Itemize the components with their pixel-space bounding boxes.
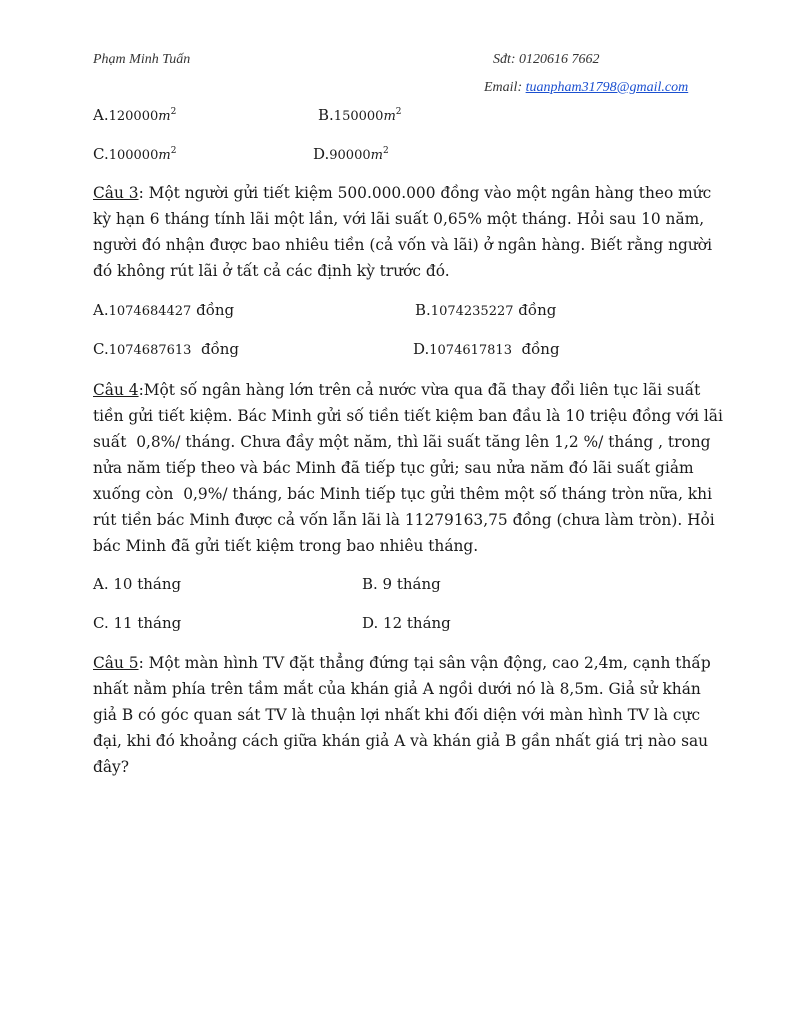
q4-text: :Một số ngân hàng lớn trên cả nước vừa qua đã thay đổi liên tục lãi suất: [138, 381, 701, 399]
option-unit: m: [158, 109, 171, 124]
q2-option-d: [313, 145, 389, 163]
option-unit: m: [383, 109, 396, 124]
q4-option-c: C. 11 tháng: [93, 614, 182, 632]
q4-option-d: D. 12 tháng: [362, 614, 451, 632]
q4-row: bác Minh đã gửi tiết kiệm trong bao nhiêu tháng.: [93, 537, 479, 555]
q4-row: tiền gửi tiết kiệm. Bác Minh gửi số tiền tiết kiệm ban đầu là 10 triệu đồng với lãi: [93, 407, 723, 425]
email-link[interactable]: tuanpham31798@gmail.com: [525, 80, 689, 95]
q4-row: nửa năm tiếp theo và bác Minh đã tiếp tục gửi; sau nửa năm đó lãi suất giảm: [93, 459, 694, 477]
option-unit: đồng: [191, 340, 240, 358]
q3-row: kỳ hạn 6 tháng tính lãi một lần, với lãi suất 0,65% một tháng. Hỏi sau 10 năm,: [93, 210, 705, 228]
option-label: B.: [415, 301, 431, 319]
q5-row: nhất nằm phía trên tầm mắt của khán giả A ngồi dưới nó là 8,5m. Giả sử khán: [93, 680, 701, 698]
q3-row: người đó nhận được bao nhiêu tiền (cả vốn và lãi) ở ngân hàng. Biết rằng người: [93, 236, 712, 254]
question-label: Câu 4: [93, 381, 139, 399]
option-unit: m: [158, 148, 171, 163]
option-unit: m: [370, 148, 383, 163]
q3-option-c: [93, 340, 239, 358]
question-5: [93, 650, 711, 780]
option-value: 90000: [329, 148, 371, 163]
option-label: A.: [93, 106, 109, 124]
q5-row: [93, 650, 711, 676]
q4-row: [93, 377, 701, 403]
option-value: 150000: [333, 109, 384, 124]
q4-option-b: B. 9 tháng: [362, 575, 441, 593]
q2-option-a: [93, 106, 176, 124]
email-label: Email:: [484, 80, 523, 95]
q5-row: giả B có góc quan sát TV là thuận lợi nhất khi đối diện với màn hình TV là cực: [93, 706, 701, 724]
question-label: Câu 3: [93, 184, 139, 202]
option-value: 1074684427: [108, 304, 192, 319]
option-label: B.: [318, 106, 334, 124]
q3-option-a: [93, 301, 234, 319]
q3-option-d: [413, 340, 560, 358]
q4-option-a: A. 10 tháng: [93, 575, 182, 593]
q3-option-b: [415, 301, 556, 319]
q3-text: : Một người gửi tiết kiệm 500.000.000 đồng vào một ngân hàng theo mức: [138, 184, 712, 202]
option-label: C.: [93, 145, 109, 163]
q3-row: đó không rút lãi ở tất cả các định kỳ trước đó.: [93, 262, 450, 280]
option-value: 1074617813: [429, 343, 512, 358]
option-value: 1074235227: [430, 304, 514, 319]
q4-row: rút tiền bác Minh được cả vốn lẫn lãi là 11279163,75 đồng (chưa làm tròn). Hỏi: [93, 511, 715, 529]
question-3: [93, 180, 712, 284]
option-exponent: 2: [170, 146, 177, 156]
option-unit: đồng: [191, 301, 235, 319]
option-label: A.: [93, 301, 109, 319]
option-unit: đồng: [513, 301, 557, 319]
option-label: D.: [413, 340, 430, 358]
option-exponent: 2: [170, 107, 177, 117]
q4-row: xuống còn 0,9%/ tháng, bác Minh tiếp tục gửi thêm một số tháng tròn nữa, khi: [93, 485, 713, 503]
option-exponent: 2: [382, 146, 389, 156]
option-value: 1074687613: [108, 343, 192, 358]
q5-row: đây?: [93, 758, 129, 776]
option-value: 100000: [108, 148, 159, 163]
question-label: Câu 5: [93, 654, 139, 672]
q2-option-c: [93, 145, 176, 163]
q2-option-b: [318, 106, 402, 124]
email-line: [484, 80, 688, 96]
option-exponent: 2: [395, 107, 402, 117]
author-name: Phạm Minh Tuấn: [93, 52, 191, 67]
option-value: 120000: [108, 109, 159, 124]
phone-number: Sđt: 0120616 7662: [493, 52, 600, 67]
q3-row: [93, 180, 712, 206]
q5-row: đại, khi đó khoảng cách giữa khán giả A và khán giả B gần nhất giá trị nào sau: [93, 732, 709, 750]
option-label: D.: [313, 145, 330, 163]
option-unit: đồng: [511, 340, 560, 358]
q4-row: suất 0,8%/ tháng. Chưa đầy một năm, thì lãi suất tăng lên 1,2 %/ tháng , trong: [93, 433, 711, 451]
option-label: C.: [93, 340, 109, 358]
q5-text: : Một màn hình TV đặt thẳng đứng tại sân vận động, cao 2,4m, cạnh thấp: [138, 654, 711, 672]
question-4: [93, 377, 723, 559]
